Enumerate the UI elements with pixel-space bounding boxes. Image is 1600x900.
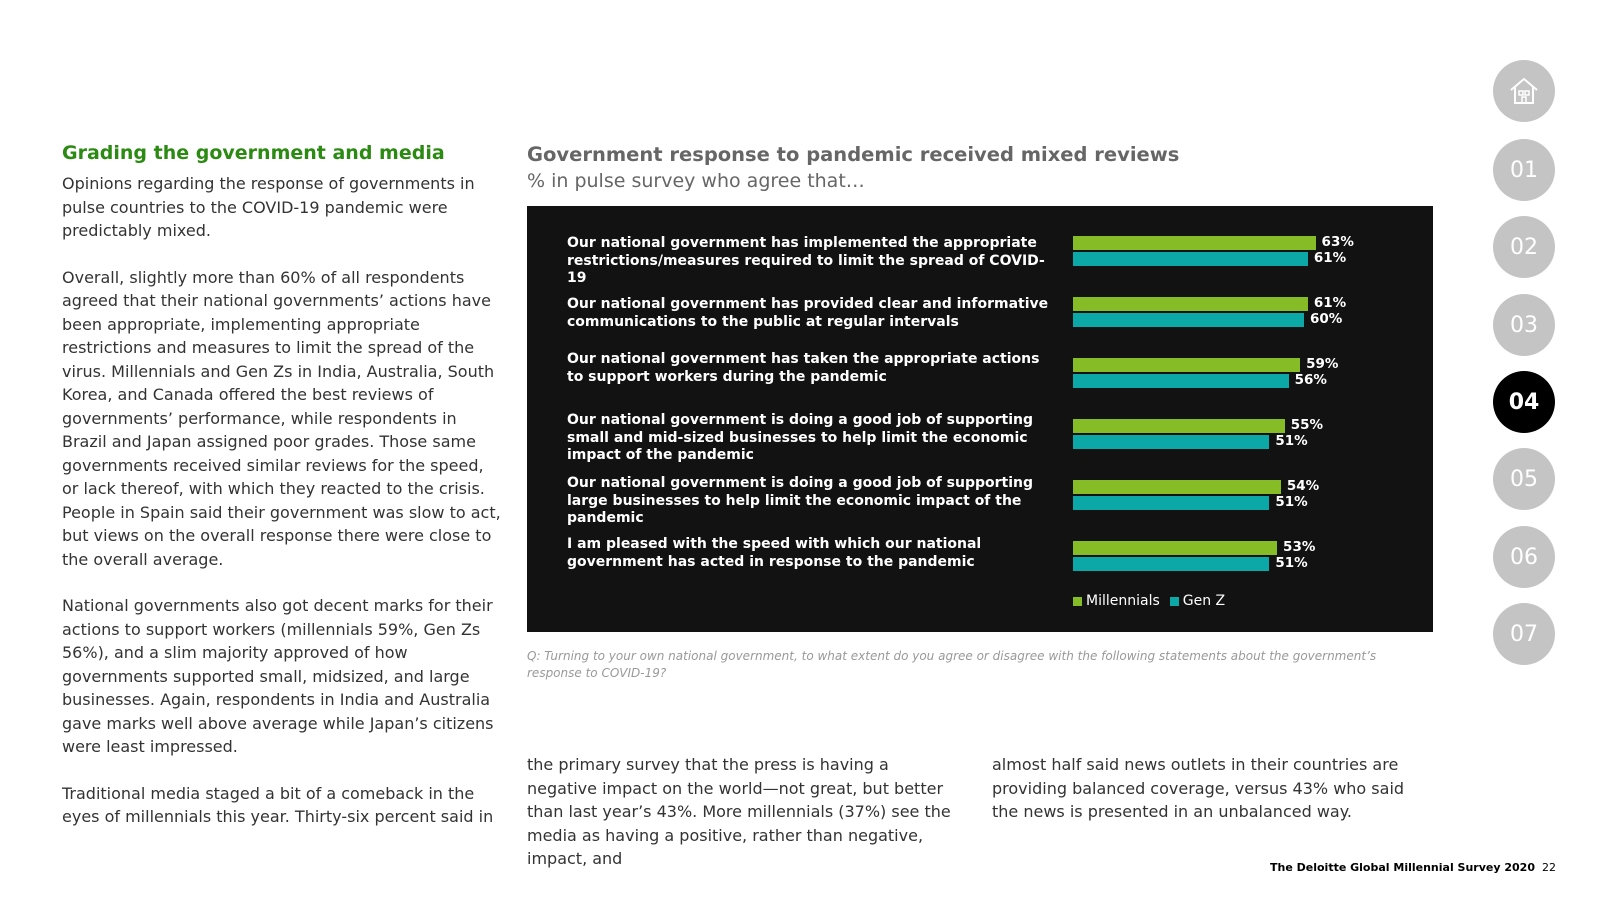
chart-panel — [527, 206, 1433, 632]
chart-title: Government response to pandemic received mixed reviews — [527, 143, 1180, 166]
body-paragraph: almost half said news outlets in their countries are providing balanced coverage, versus 43% who said the news is presented in an unbalanced way. — [992, 755, 1405, 821]
bar-millennials — [1073, 297, 1308, 311]
nav-section-03[interactable]: 03 — [1493, 294, 1555, 356]
legend-swatch-genz — [1170, 597, 1179, 606]
category-label: I am pleased with the speed with which our national government has acted in response to the pandemic — [567, 536, 982, 570]
bar-genz — [1073, 557, 1269, 571]
category-label: Our national government has provided clear and informative communications to the public at regular intervals — [567, 296, 1049, 330]
nav-section-02[interactable]: 02 — [1493, 216, 1555, 278]
body-paragraph: Overall, slightly more than 60% of all respondents agreed that their national governments’ actions have been appropriate, implementing appropriate restrictions and measures to limit the spread of the virus. Millennials and Gen Zs in India, Australia, South Korea, and Canada offered the best reviews of governments’ performance, while respondents in Brazil and Japan assigned poor grades. Those same governments received similar reviews for the speed, or lack thereof, with which they reacted to the crisis. People in Spain said their government was slow to act, but views on the overall response there were close to the overall average. — [62, 267, 501, 569]
data-label-millennials: 63% — [1321, 234, 1354, 250]
body-paragraph: Traditional media staged a bit of a comeback in the eyes of millennials this year. Thirty-six percent said in — [62, 783, 494, 826]
left-column — [62, 142, 502, 852]
nav-section-06[interactable]: 06 — [1493, 526, 1555, 588]
data-label-millennials: 54% — [1286, 478, 1320, 494]
legend-label-genz: Gen Z — [1182, 593, 1226, 609]
home-icon — [1506, 73, 1542, 109]
nav-home-button[interactable] — [1493, 60, 1555, 122]
nav-section-05[interactable]: 05 — [1493, 448, 1555, 510]
bar-millennials — [1073, 480, 1281, 494]
nav-section-01[interactable]: 01 — [1493, 139, 1555, 201]
data-label-millennials: 59% — [1306, 356, 1339, 372]
legend-item-genz — [1170, 593, 1225, 609]
bar-millennials — [1073, 419, 1285, 433]
footer-title: The Deloitte Global Millennial Survey 2020 — [1270, 861, 1535, 874]
data-label-genz: 51% — [1275, 555, 1308, 571]
body-paragraph: the primary survey that the press is having a negative impact on the world—not great, but better than last year’s 43%. More millennials (37%) see the media as having a positive, rather than negative, impact, and — [527, 755, 951, 868]
chart-legend — [1073, 593, 1235, 609]
bar-genz — [1073, 435, 1269, 449]
bar-genz — [1073, 496, 1269, 510]
data-label-genz: 56% — [1294, 372, 1327, 388]
bar-millennials — [1073, 236, 1316, 250]
data-label-genz: 61% — [1313, 250, 1347, 266]
bar-genz — [1073, 313, 1304, 327]
data-label-millennials: 55% — [1290, 417, 1324, 433]
right-column — [992, 753, 1422, 847]
bar-millennials — [1073, 358, 1300, 372]
nav-section-04[interactable]: 04 — [1493, 371, 1555, 433]
body-paragraph: National governments also got decent marks for their actions to support workers (millennials 59%, Gen Zs 56%), and a slim majority approved of how governments supported small, midsized, and large businesses. Again, respondents in India and Australia gave marks well above average while Japan’s citizens were least impressed. — [62, 596, 494, 756]
section-heading: Grading the government and media — [62, 142, 445, 164]
data-label-millennials: 61% — [1313, 295, 1347, 311]
nav-section-07[interactable]: 07 — [1493, 603, 1555, 665]
data-label-genz: 51% — [1275, 494, 1308, 510]
bar-millennials — [1073, 541, 1277, 555]
chart-subtitle: % in pulse survey who agree that… — [527, 170, 865, 192]
legend-item-millennials — [1073, 593, 1160, 609]
legend-swatch-millennials — [1073, 597, 1082, 606]
page-number: 22 — [1542, 861, 1556, 874]
category-label: Our national government has implemented the appropriate restrictions/measures required to limit the spread of COVID-19 — [567, 235, 1045, 286]
body-paragraph: Opinions regarding the response of governments in pulse countries to the COVID-19 pandemic were predictably mixed. — [62, 174, 475, 240]
data-label-millennials: 53% — [1283, 539, 1316, 555]
bar-genz — [1073, 252, 1308, 266]
bar-genz — [1073, 374, 1289, 388]
legend-label-millennials: Millennials — [1086, 593, 1160, 609]
data-label-genz: 60% — [1310, 311, 1343, 327]
data-label-genz: 51% — [1275, 433, 1308, 449]
category-label: Our national government has taken the appropriate actions to support workers during the pandemic — [567, 351, 1040, 385]
category-label: Our national government is doing a good job of supporting small and mid-sized businesses to help limit the economic impact of the pandemic — [567, 412, 1034, 463]
chart-footnote: Q: Turning to your own national government, to what extent do you agree or disagree with the following statements about the government’s response to COVID-19? — [527, 649, 1377, 680]
mid-column — [527, 753, 957, 894]
category-label: Our national government is doing a good job of supporting large businesses to help limit the economic impact of the pandemic — [567, 475, 1034, 526]
